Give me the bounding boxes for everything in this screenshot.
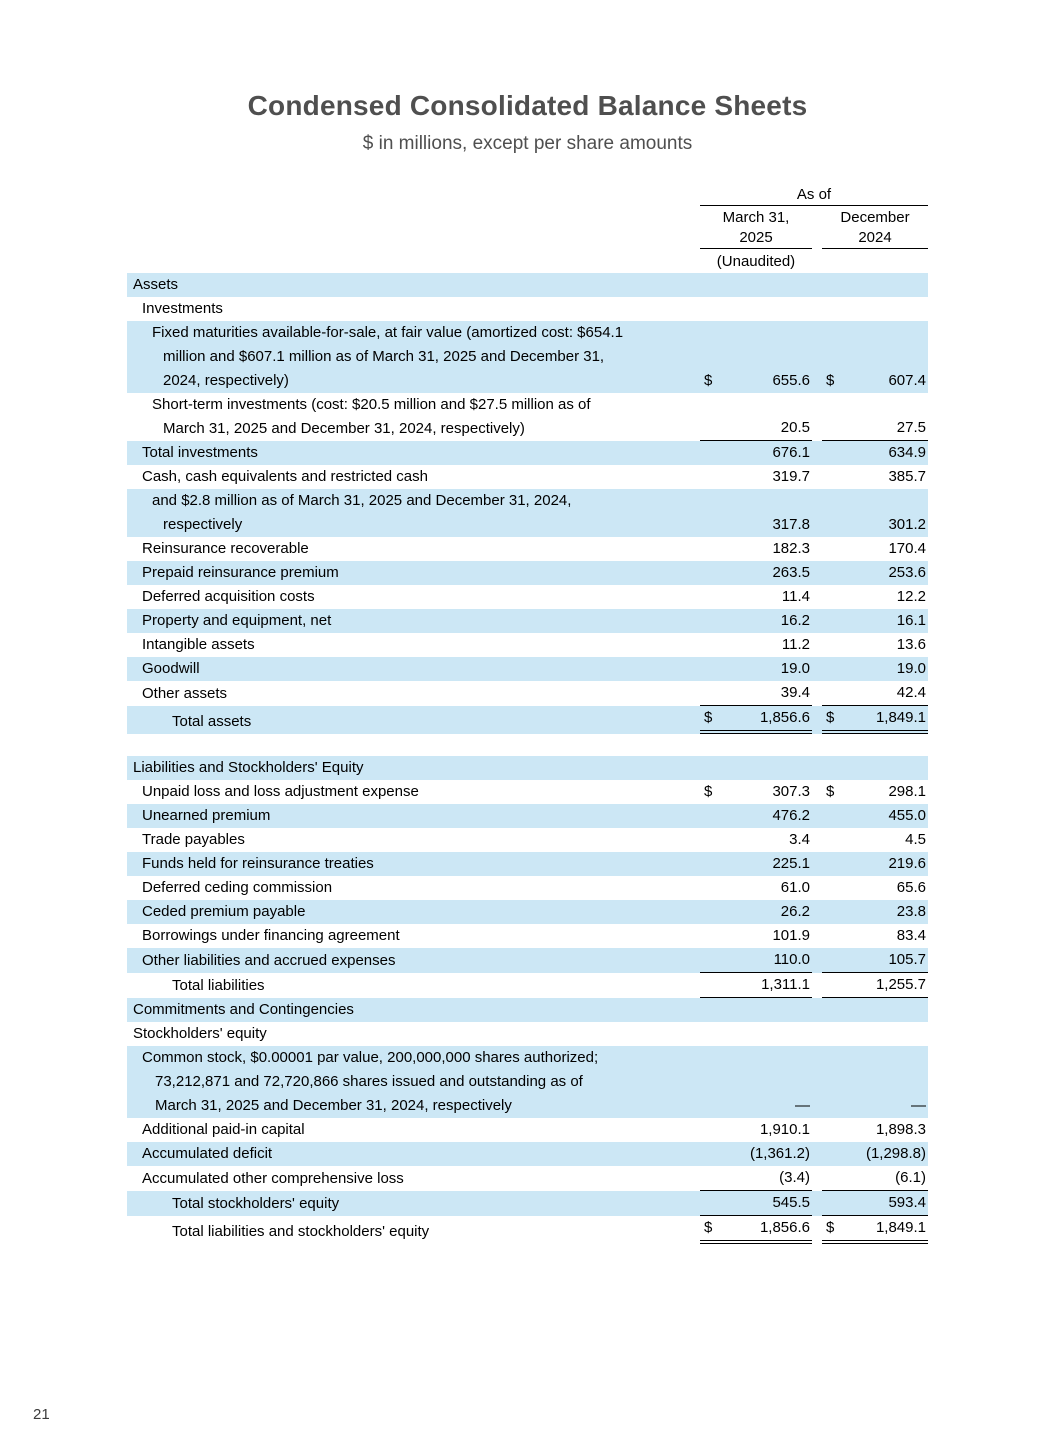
table-row	[127, 609, 928, 633]
row-label-line: Deferred acquisition costs	[142, 588, 315, 605]
row-label	[127, 974, 700, 998]
table-row	[127, 1022, 928, 1046]
row-label	[127, 756, 700, 780]
value-march-2025	[700, 561, 812, 585]
row-label-line: Assets	[133, 276, 179, 293]
value-text: 253.6	[888, 564, 926, 581]
value-december-2024	[822, 416, 928, 441]
table-row	[127, 876, 928, 900]
value-text: 476.2	[772, 807, 810, 824]
row-label-line: million and $607.1 million as of March 31, 2025 and December 31,	[163, 348, 605, 365]
row-label-line: Short-term investments (cost: $20.5 million and $27.5 million as of	[152, 396, 591, 413]
row-label-line: Cash, cash equivalents and restricted cash	[142, 468, 428, 485]
row-label-line: Unearned premium	[142, 807, 271, 824]
row-label-line: 2024, respectively)	[163, 372, 289, 389]
row-label	[127, 828, 700, 852]
page-number: 21	[33, 1406, 50, 1423]
row-label-line: Fixed maturities available-for-sale, at fair value (amortized cost: $654.1	[152, 324, 624, 341]
value-text: 545.5	[772, 1194, 810, 1211]
table-row	[127, 585, 928, 609]
row-label	[127, 1022, 700, 1046]
value-march-2025	[700, 828, 812, 852]
value-march-2025	[700, 537, 812, 561]
value-march-2025	[700, 900, 812, 924]
header-label-spacer	[127, 185, 700, 273]
value-text: 19.0	[780, 660, 810, 677]
december-label: December	[840, 209, 910, 226]
value-march-2025	[700, 1094, 812, 1118]
value-march-2025	[700, 513, 812, 537]
value-december-2024	[822, 1142, 928, 1166]
value-text: 110.0	[773, 951, 810, 968]
value-text: 11.4	[781, 588, 810, 605]
row-label-line: March 31, 2025 and December 31, 2024, respectively	[155, 1097, 512, 1114]
value-text: 11.2	[781, 636, 810, 653]
table-row	[127, 706, 928, 734]
row-label-line: Stockholders' equity	[133, 1025, 267, 1042]
table-row	[127, 756, 928, 780]
value-text: 83.4	[896, 927, 926, 944]
value-december-2024	[822, 537, 928, 561]
table-row	[127, 1142, 928, 1166]
table-row	[127, 489, 928, 537]
value-text: (1,361.2)	[749, 1145, 810, 1162]
row-label-line: Total investments	[142, 444, 258, 461]
value-text: 1,849.1	[875, 709, 926, 726]
table-row	[127, 273, 928, 297]
table-row	[127, 1216, 928, 1244]
row-label-line: Accumulated deficit	[142, 1145, 273, 1162]
spacer-row	[127, 734, 928, 756]
value-december-2024	[822, 828, 928, 852]
table-row	[127, 998, 928, 1022]
row-label	[127, 441, 700, 465]
value-march-2025	[700, 924, 812, 948]
column-gap	[812, 208, 822, 249]
value-december-2024	[822, 585, 928, 609]
row-label-line: Deferred ceding commission	[142, 879, 333, 896]
value-march-2025	[700, 633, 812, 657]
row-label-line: Funds held for reinsurance treaties	[142, 855, 374, 872]
value-text: 12.2	[896, 588, 926, 605]
table-header	[127, 185, 928, 273]
row-label	[127, 537, 700, 561]
value-text: 319.7	[772, 468, 810, 485]
value-text: 26.2	[780, 903, 810, 920]
row-label-line: Total liabilities	[172, 977, 265, 994]
row-label-line: Goodwill	[142, 660, 200, 677]
value-text: 170.4	[888, 540, 926, 557]
table-row	[127, 852, 928, 876]
table-row	[127, 1046, 928, 1118]
row-label	[127, 1046, 700, 1118]
value-text: 307.3	[772, 783, 810, 800]
row-label	[127, 297, 700, 321]
value-december-2024	[822, 924, 928, 948]
value-march-2025	[700, 1118, 812, 1142]
value-text: 42.4	[896, 684, 926, 701]
value-text: (1,298.8)	[865, 1145, 926, 1162]
table-row	[127, 1118, 928, 1142]
value-december-2024	[822, 633, 928, 657]
row-label	[127, 1142, 700, 1166]
value-march-2025	[700, 657, 812, 681]
table-row	[127, 973, 928, 998]
value-text: 317.8	[772, 516, 810, 533]
date-column-headers	[700, 208, 928, 249]
value-march-2025	[700, 948, 812, 973]
value-december-2024	[822, 973, 928, 998]
table-row	[127, 681, 928, 706]
table-row	[127, 561, 928, 585]
value-march-2025	[700, 465, 812, 489]
row-label	[127, 924, 700, 948]
row-label-line: Reinsurance recoverable	[142, 540, 309, 557]
row-label-line: Ceded premium payable	[142, 903, 306, 920]
currency-symbol: $	[826, 1219, 835, 1236]
currency-symbol: $	[704, 1219, 713, 1236]
value-text: 634.9	[888, 444, 926, 461]
value-december-2024	[822, 948, 928, 973]
row-label	[127, 949, 700, 973]
table-row	[127, 1166, 928, 1191]
value-text: 20.5	[780, 419, 810, 436]
value-text: 23.8	[896, 903, 926, 920]
row-label	[127, 609, 700, 633]
value-march-2025	[700, 804, 812, 828]
table-row	[127, 900, 928, 924]
row-label	[127, 804, 700, 828]
page-subtitle: $ in millions, except per share amounts	[362, 133, 693, 154]
table-row	[127, 828, 928, 852]
row-label	[127, 465, 700, 489]
value-text: 39.4	[780, 684, 810, 701]
value-text: 61.0	[780, 879, 810, 896]
value-text: 19.0	[896, 660, 926, 677]
value-march-2025	[700, 681, 812, 706]
value-text: 455.0	[888, 807, 926, 824]
value-december-2024	[822, 1118, 928, 1142]
currency-symbol: $	[826, 709, 835, 726]
year-2024-label: 2024	[858, 229, 892, 246]
row-label	[127, 393, 700, 441]
value-december-2024	[822, 804, 928, 828]
value-text: 655.6	[772, 372, 810, 389]
value-text: 1,898.3	[875, 1121, 926, 1138]
value-december-2024	[822, 561, 928, 585]
row-label	[127, 998, 700, 1022]
row-label-line: Liabilities and Stockholders' Equity	[133, 759, 364, 776]
value-march-2025	[700, 369, 812, 393]
value-text: (3.4)	[779, 1169, 810, 1186]
row-label	[127, 900, 700, 924]
value-text: 263.5	[772, 564, 810, 581]
value-text: 182.3	[772, 540, 810, 557]
value-text: 219.6	[888, 855, 926, 872]
value-march-2025	[700, 706, 812, 734]
row-label	[127, 1192, 700, 1216]
value-text: 607.4	[888, 372, 926, 389]
row-label-line: Total stockholders' equity	[172, 1195, 340, 1212]
unaudited-label: (Unaudited)	[716, 253, 796, 270]
value-march-2025	[700, 1166, 812, 1191]
row-label	[127, 321, 700, 393]
value-text: 225.1	[772, 855, 810, 872]
value-december-2024	[822, 369, 928, 393]
table-row	[127, 657, 928, 681]
value-december-2024	[822, 852, 928, 876]
value-text: 3.4	[789, 831, 810, 848]
value-december-2024	[822, 1191, 928, 1216]
value-march-2025	[700, 1191, 812, 1216]
value-text: 1,255.7	[875, 976, 926, 993]
column-header-march-2025	[700, 208, 812, 249]
value-march-2025	[700, 1142, 812, 1166]
row-label-line: Other liabilities and accrued expenses	[142, 952, 396, 969]
value-december-2024	[822, 1166, 928, 1191]
row-label	[127, 585, 700, 609]
row-label-line: Unpaid loss and loss adjustment expense	[142, 783, 419, 800]
value-march-2025	[700, 876, 812, 900]
row-label-line: March 31, 2025 and December 31, 2024, respectively)	[163, 420, 525, 437]
value-text: —	[911, 1097, 926, 1114]
value-december-2024	[822, 681, 928, 706]
row-label-line: 73,212,871 and 72,720,866 shares issued and outstanding as of	[155, 1073, 583, 1090]
table-row	[127, 633, 928, 657]
value-text: 105.7	[888, 951, 926, 968]
row-label	[127, 633, 700, 657]
value-text: 13.6	[896, 636, 926, 653]
value-text: 27.5	[896, 419, 926, 436]
row-label-line: Other assets	[142, 685, 228, 702]
value-text: (6.1)	[895, 1169, 926, 1186]
value-text: 101.9	[772, 927, 810, 944]
row-label-line: Investments	[142, 300, 223, 317]
table-row	[127, 1191, 928, 1216]
table-row	[127, 393, 928, 441]
row-label-line: respectively	[163, 516, 243, 533]
value-text: —	[795, 1097, 810, 1114]
value-march-2025	[700, 609, 812, 633]
row-label	[127, 682, 700, 706]
currency-symbol: $	[704, 372, 713, 389]
value-text: 16.1	[896, 612, 926, 629]
value-march-2025	[700, 416, 812, 441]
row-label	[127, 1118, 700, 1142]
value-text: 385.7	[888, 468, 926, 485]
row-label	[127, 657, 700, 681]
value-december-2024	[822, 657, 928, 681]
currency-symbol: $	[826, 372, 835, 389]
row-label-line: Total assets	[172, 713, 252, 730]
value-december-2024	[822, 876, 928, 900]
unaudited-row	[700, 251, 928, 273]
row-label	[127, 1167, 700, 1191]
value-text: 1,856.6	[759, 709, 810, 726]
page-title: Condensed Consolidated Balance Sheets	[247, 90, 808, 121]
row-label	[127, 273, 700, 297]
row-label	[127, 710, 700, 734]
value-december-2024	[822, 1094, 928, 1118]
value-text: 1,910.1	[759, 1121, 810, 1138]
balance-sheet-table	[127, 185, 928, 1244]
value-march-2025	[700, 585, 812, 609]
value-december-2024	[822, 513, 928, 537]
march-31-label: March 31,	[722, 209, 790, 226]
value-december-2024	[822, 609, 928, 633]
value-march-2025	[700, 441, 812, 465]
row-label-line: Borrowings under financing agreement	[142, 927, 400, 944]
table-row	[127, 948, 928, 973]
value-text: 16.2	[780, 612, 810, 629]
value-text: 1,849.1	[875, 1219, 926, 1236]
row-label-line: Accumulated other comprehensive loss	[142, 1170, 404, 1187]
value-text: 301.2	[888, 516, 926, 533]
currency-symbol: $	[704, 709, 713, 726]
value-text: 298.1	[888, 783, 926, 800]
table-row	[127, 441, 928, 465]
row-label-line: Common stock, $0.00001 par value, 200,000,000 shares authorized;	[142, 1049, 599, 1066]
row-label-line: and $2.8 million as of March 31, 2025 and December 31, 2024,	[152, 492, 572, 509]
value-march-2025	[700, 780, 812, 804]
row-label-line: Prepaid reinsurance premium	[142, 564, 339, 581]
year-2025-label: 2025	[739, 229, 773, 246]
currency-symbol: $	[704, 783, 713, 800]
table-row	[127, 321, 928, 393]
value-text: 1,311.1	[761, 976, 810, 993]
row-label	[127, 876, 700, 900]
table-row	[127, 780, 928, 804]
value-march-2025	[700, 852, 812, 876]
value-december-2024	[822, 900, 928, 924]
value-text: 593.4	[888, 1194, 926, 1211]
as-of-label: As of	[700, 185, 928, 206]
value-march-2025	[700, 1216, 812, 1244]
value-december-2024	[822, 706, 928, 734]
value-text: 1,856.6	[759, 1219, 810, 1236]
value-december-2024	[822, 780, 928, 804]
value-text: 676.1	[772, 444, 810, 461]
header-columns	[700, 185, 928, 273]
table-row	[127, 297, 928, 321]
row-label-line: Intangible assets	[142, 636, 255, 653]
row-label	[127, 852, 700, 876]
row-label	[127, 1220, 700, 1244]
table-row	[127, 537, 928, 561]
value-december-2024	[822, 441, 928, 465]
value-text: 65.6	[896, 879, 926, 896]
value-text: 4.5	[905, 831, 926, 848]
table-row	[127, 804, 928, 828]
row-label	[127, 780, 700, 804]
currency-symbol: $	[826, 783, 835, 800]
table-row	[127, 465, 928, 489]
value-december-2024	[822, 465, 928, 489]
row-label	[127, 489, 700, 537]
column-header-december-2024	[822, 208, 928, 249]
value-march-2025	[700, 973, 812, 998]
value-december-2024	[822, 1216, 928, 1244]
row-label-line: Trade payables	[142, 831, 245, 848]
row-label	[127, 561, 700, 585]
row-label-line: Commitments and Contingencies	[133, 1001, 354, 1018]
row-label-line: Property and equipment, net	[142, 612, 332, 629]
table-row	[127, 924, 928, 948]
row-label-line: Total liabilities and stockholders' equity	[172, 1223, 430, 1240]
row-label-line: Additional paid-in capital	[142, 1121, 305, 1138]
table-body	[127, 273, 928, 1244]
